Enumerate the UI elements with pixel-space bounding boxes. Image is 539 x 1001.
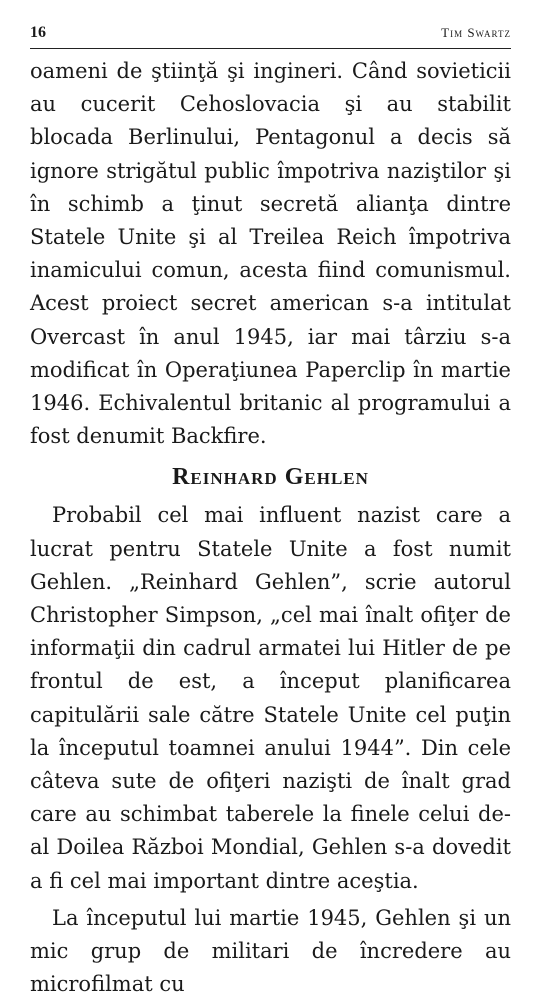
section-heading: Reinhard Gehlen — [172, 464, 369, 491]
body-text — [30, 55, 511, 1001]
header-rule — [30, 48, 511, 49]
page-number: 16 — [30, 24, 46, 41]
paragraph-continuation: oameni de ştiinţă şi ingineri. Când sovieticii au cucerit Cehoslovacia şi au stabilit blocada Berlinului, Pentagonul a decis să ignore strigătul public împotriva naziştilor şi în schimb a ţinut secretă alianţa dintre Statele Unite şi al Treilea Reich împotriva inamicului comun, acesta fiind comunismul. Acest proiect secret american s-a intitulat Overcast în anul 1945, iar mai târziu s-a modificat în Operaţiunea Paperclip în martie 1946. Echivalentul britanic al programului a fost denumit Backfire. — [30, 59, 511, 449]
running-header-author: Tim Swartz — [441, 25, 511, 40]
running-header — [30, 24, 511, 44]
paragraph-march-1945: La începutul lui martie 1945, Gehlen şi un mic grup de militari de încredere au microfilmat cu — [30, 905, 511, 997]
paragraph-gehlen-intro: Probabil cel mai influent nazist care a lucrat pentru Statele Unite a fost numit Gehlen. „Reinhard Gehlen”, scrie autorul Christopher Simpson, „cel mai înalt ofiţer de informaţii din cadrul armatei lui Hitler de pe frontul de est, a început planificarea capitulării sale către Statele Unite cel puţin la începutul toamnei anului 1944”. Din cele câteva sute de ofiţeri nazişti de înalt grad care au schimbat taberele la finele celui de-al Doilea Război Mondial, Gehlen s-a dovedit a fi cel mai important dintre aceştia. — [30, 503, 511, 893]
